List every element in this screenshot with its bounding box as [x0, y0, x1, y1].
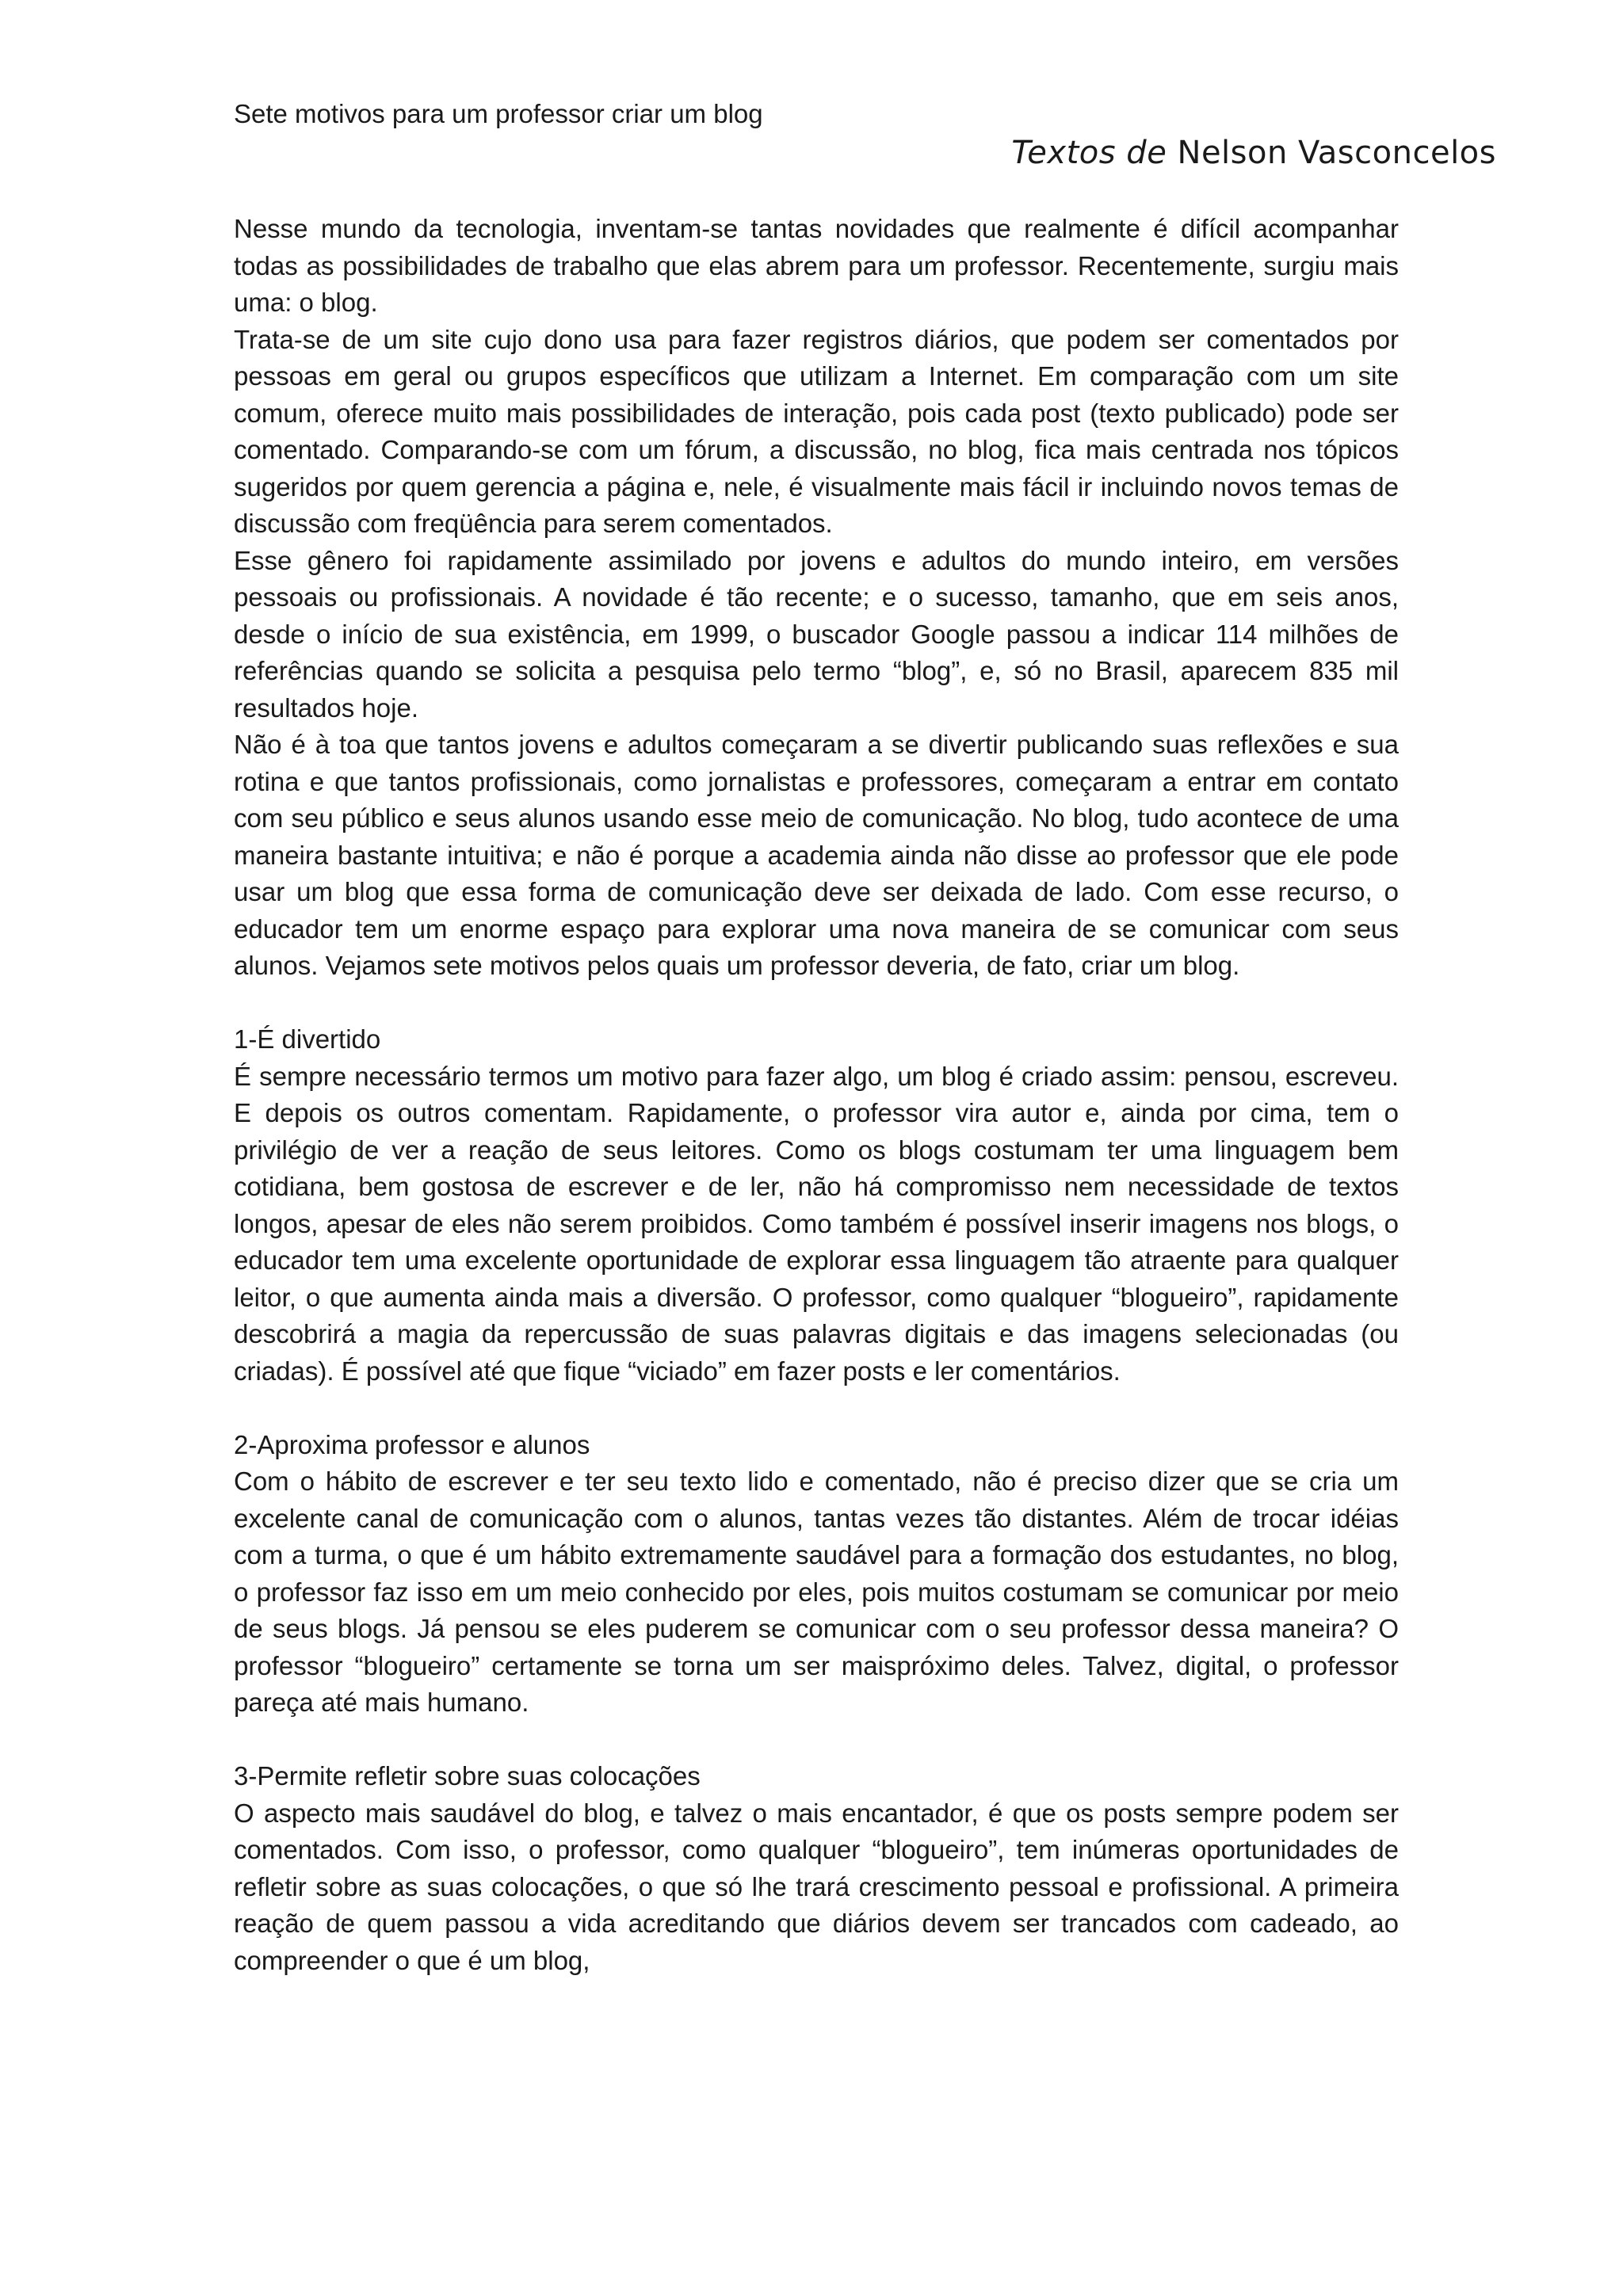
- paragraph-spacer: [234, 1722, 1399, 1759]
- paragraph-spacer: [234, 1390, 1399, 1427]
- section-3-body: O aspecto mais saudável do blog, e talvez o mais encantador, é que os posts sempre podem ser comentados. Com isso, o professor, como qualquer “blogueiro”, tem inúmeras oportunidades de refletir sobre as suas colocações, o que só lhe trará crescimento pessoal e profissional. A primeira reação de quem passou a vida acreditando que diários devem ser trancados com cadeado, ao compreender o que é um blog,: [234, 1798, 1399, 1975]
- section-2-heading: 2-Aproxima professor e alunos: [234, 1429, 590, 1459]
- section-1-heading: 1-É divertido: [234, 1024, 381, 1054]
- intro-paragraph-3: Esse gênero foi rapidamente assimilado por jovens e adultos do mundo inteiro, em versões pessoais ou profissionais. A novidade é tão recente; e o sucesso, tamanho, que em seis anos, desde o início de sua existência, em 1999, o buscador Google passou a indicar 114 milhões de referências quando se solicita a pesquisa pelo termo “blog”, e, só no Brasil, aparecem 835 mil resultados hoje.: [234, 545, 1399, 723]
- section-1-body: É sempre necessário termos um motivo para fazer algo, um blog é criado assim: pensou, escreveu. E depois os outros comentam. Rapidamente, o professor vira autor e, ainda por cima, tem o privilégio de ver a reação de seus leitores. Como os blogs costumam ter uma linguagem bem cotidiana, bem gostosa de escrever e de ler, não há compromisso nem necessidade de textos longos, apesar de eles não serem proibidos. Como também é possível inserir imagens nos blogs, o educador tem uma excelente oportunidade de explorar essa linguagem tão atraente para qualquer leitor, o que aumenta ainda mais a diversão. O professor, como qualquer “blogueiro”, rapidamente descobrirá a magia da repercussão de suas palavras digitais e das imagens selecionadas (ou criadas). É possível até que fique “viciado” em fazer posts e ler comentários.: [234, 1061, 1399, 1386]
- section-2-body: Com o hábito de escrever e ter seu texto lido e comentado, não é preciso dizer que se cria um excelente canal de comunicação com o alunos, tantas vezes tão distantes. Além de trocar idéias com a turma, o que é um hábito extremamente saudável para a formação dos estudantes, no blog, o professor faz isso em um meio conhecido por eles, pois muitos costumam se comunicar por meio de seus blogs. Já pensou se eles puderem se comunicar com o seu professor dessa maneira? O professor “blogueiro” certamente se torna um ser maispróximo deles. Talvez, digital, o professor pareça até mais humano.: [234, 1466, 1399, 1717]
- author-byline: [1011, 133, 1496, 173]
- intro-paragraph-1: Nesse mundo da tecnologia, inventam-se tantas novidades que realmente é difícil acompanhar todas as possibilidades de trabalho que elas abrem para um professor. Recentemente, surgiu mais uma: o blog.: [234, 214, 1399, 317]
- document-title: Sete motivos para um professor criar um blog: [234, 99, 763, 128]
- article-body: [234, 211, 1399, 1979]
- author-name: Nelson Vasconcelos: [1177, 135, 1496, 171]
- paragraph-spacer: [234, 985, 1399, 1022]
- section-3-heading: 3-Permite refletir sobre suas colocações: [234, 1761, 701, 1791]
- byline-prefix: Textos de: [1011, 135, 1167, 171]
- intro-paragraph-4: Não é à toa que tantos jovens e adultos começaram a se divertir publicando suas reflexões e sua rotina e que tantos profissionais, como jornalistas e professores, começaram a entrar em contato com seu público e seus alunos usando esse meio de comunicação. No blog, tudo acontece de uma maneira bastante intuitiva; e não é porque a academia ainda não disse ao professor que ele pode usar um blog que essa forma de comunicação deve ser deixada de lado. Com esse recurso, o educador tem um enorme espaço para explorar uma nova maneira de se comunicar com seus alunos. Vejamos sete motivos pelos quais um professor deveria, de fato, criar um blog.: [234, 730, 1399, 980]
- intro-paragraph-2: Trata-se de um site cujo dono usa para fazer registros diários, que podem ser comentados por pessoas em geral ou grupos específicos que utilizam a Internet. Em comparação com um site comum, oferece muito mais possibilidades de interação, pois cada post (texto publicado) pode ser comentado. Comparando-se com um fórum, a discussão, no blog, fica mais centrada nos tópicos sugeridos por quem gerencia a página e, nele, é visualmente mais fácil ir incluindo novos temas de discussão com freqüência para serem comentados.: [234, 324, 1399, 538]
